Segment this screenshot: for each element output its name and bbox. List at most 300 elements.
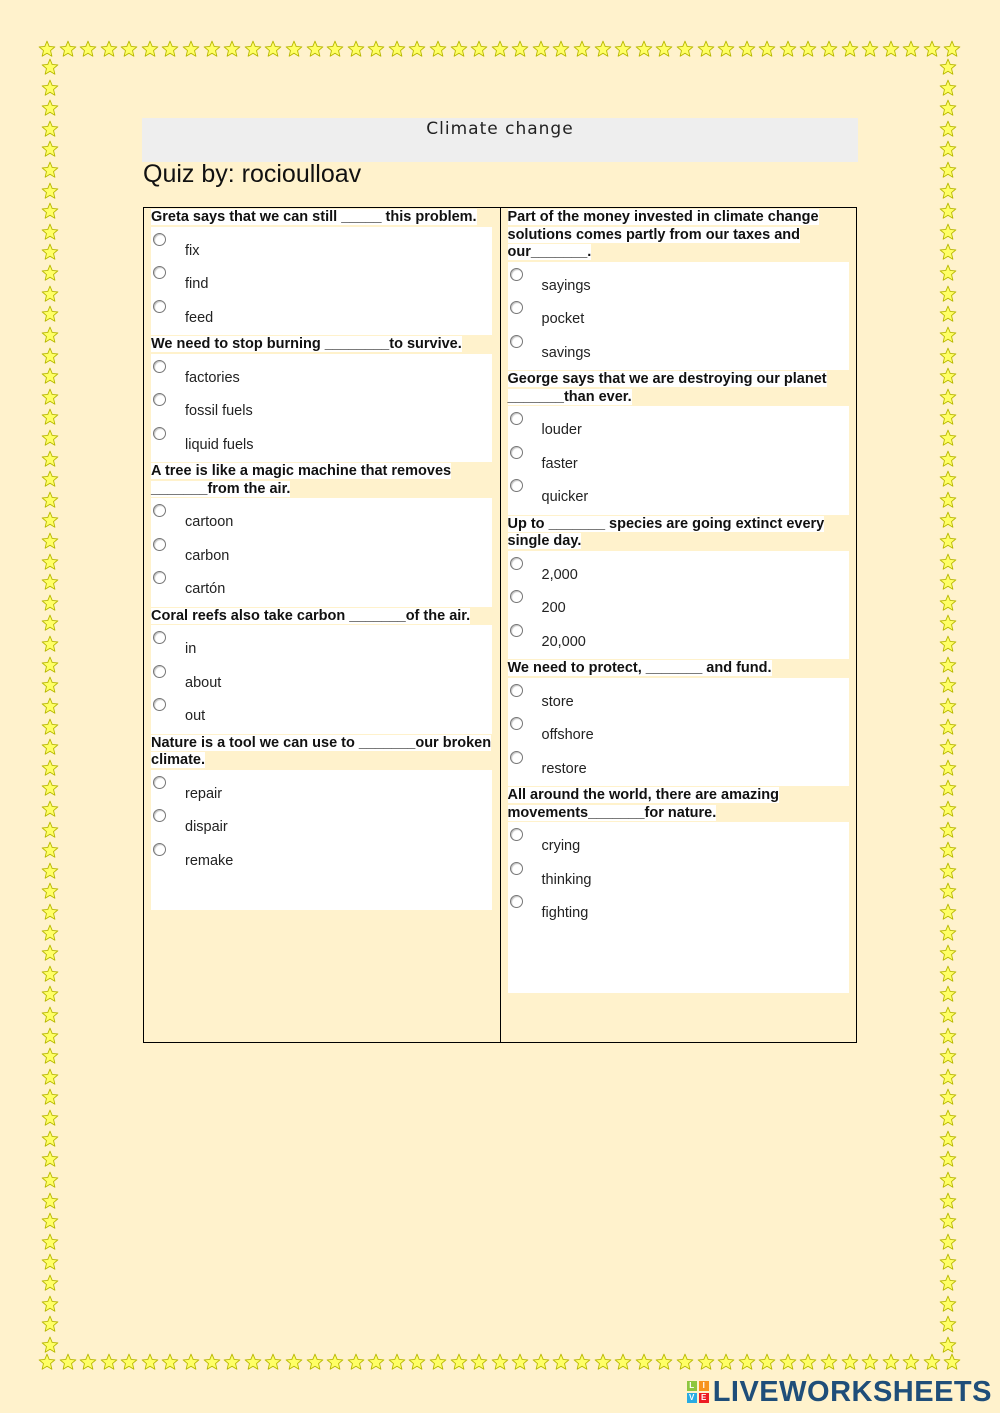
star-icon xyxy=(758,1353,776,1371)
star-icon xyxy=(41,944,59,962)
star-icon xyxy=(285,1353,303,1371)
star-icon xyxy=(532,40,550,58)
answer-option[interactable] xyxy=(508,682,849,716)
answer-options xyxy=(508,406,849,515)
star-icon xyxy=(902,1353,920,1371)
star-icon xyxy=(41,841,59,859)
star-icon xyxy=(120,1353,138,1371)
option-label[interactable]: restore xyxy=(541,760,587,777)
option-label[interactable]: offshore xyxy=(541,727,594,743)
question-block xyxy=(508,659,849,786)
answer-option[interactable] xyxy=(508,893,849,927)
radio-button[interactable] xyxy=(153,809,166,822)
star-icon xyxy=(676,1353,694,1371)
star-icon xyxy=(41,408,59,426)
star-icon xyxy=(614,40,632,58)
answer-option[interactable] xyxy=(151,502,492,536)
answer-options xyxy=(508,678,849,787)
star-icon xyxy=(738,1353,756,1371)
answer-option[interactable] xyxy=(151,231,492,265)
radio-button[interactable] xyxy=(510,335,523,348)
answer-option[interactable] xyxy=(151,774,492,808)
star-icon xyxy=(38,40,56,58)
star-icon xyxy=(939,470,957,488)
star-icon xyxy=(182,40,200,58)
radio-button[interactable] xyxy=(510,895,523,908)
radio-button[interactable] xyxy=(153,776,166,789)
question-label: A tree is like a magic machine that removes _______from the air. xyxy=(151,463,452,497)
option-label[interactable]: louder xyxy=(541,422,582,438)
option-label[interactable]: repair xyxy=(185,785,223,802)
star-icon xyxy=(939,759,957,777)
star-icon xyxy=(939,1192,957,1210)
star-icon xyxy=(100,40,118,58)
star-icon xyxy=(264,1353,282,1371)
star-icon xyxy=(939,388,957,406)
question-label: Part of the money invested in climate change solutions comes partly from our taxes and our_______. xyxy=(507,209,819,260)
radio-button[interactable] xyxy=(153,427,166,440)
left-column xyxy=(144,208,500,1042)
star-icon xyxy=(717,40,735,58)
radio-button[interactable] xyxy=(510,684,523,697)
star-icon xyxy=(939,161,957,179)
star-icon xyxy=(635,1353,653,1371)
star-icon xyxy=(939,635,957,653)
star-icon xyxy=(41,800,59,818)
star-icon xyxy=(923,1353,941,1371)
option-label[interactable]: liquid fuels xyxy=(185,436,254,453)
star-icon xyxy=(939,1315,957,1333)
star-icon xyxy=(41,532,59,550)
star-icon xyxy=(41,223,59,241)
option-label[interactable]: quicker xyxy=(541,489,589,505)
star-icon xyxy=(943,40,961,58)
star-icon xyxy=(939,1006,957,1024)
radio-button[interactable] xyxy=(153,233,166,246)
star-icon xyxy=(939,202,957,220)
star-icon xyxy=(779,1353,797,1371)
star-icon xyxy=(59,1353,77,1371)
star-icon xyxy=(939,821,957,839)
option-label[interactable]: fix xyxy=(185,242,200,259)
star-icon xyxy=(41,635,59,653)
star-icon xyxy=(939,882,957,900)
option-label[interactable]: cartón xyxy=(185,581,226,597)
star-icon xyxy=(573,1353,591,1371)
radio-button[interactable] xyxy=(510,479,523,492)
star-icon xyxy=(676,40,694,58)
question-block xyxy=(151,607,492,734)
radio-button[interactable] xyxy=(153,665,166,678)
radio-button[interactable] xyxy=(153,504,166,517)
star-icon xyxy=(861,1353,879,1371)
star-icon xyxy=(347,40,365,58)
star-icon xyxy=(41,1274,59,1292)
option-label[interactable]: find xyxy=(185,276,209,292)
star-icon xyxy=(203,1353,221,1371)
star-icon xyxy=(223,40,241,58)
answer-option[interactable] xyxy=(508,749,849,783)
star-icon xyxy=(41,1295,59,1313)
star-icon xyxy=(939,1027,957,1045)
answer-option[interactable] xyxy=(508,622,849,656)
star-icon xyxy=(939,614,957,632)
question-block xyxy=(151,208,492,335)
answer-options xyxy=(508,822,849,931)
star-icon xyxy=(141,40,159,58)
star-icon xyxy=(41,450,59,468)
star-icon xyxy=(939,140,957,158)
star-icon xyxy=(939,903,957,921)
right-column xyxy=(500,208,857,1042)
option-label[interactable]: store xyxy=(541,693,574,710)
star-icon xyxy=(41,697,59,715)
answer-option[interactable] xyxy=(508,299,849,333)
star-icon xyxy=(820,1353,838,1371)
radio-button[interactable] xyxy=(153,843,166,856)
question-text xyxy=(508,208,849,262)
star-icon xyxy=(41,656,59,674)
answer-option[interactable] xyxy=(151,358,492,392)
option-label[interactable]: about xyxy=(185,674,222,691)
radio-button[interactable] xyxy=(510,717,523,730)
answer-area-filler xyxy=(508,931,849,993)
star-icon xyxy=(41,614,59,632)
star-icon xyxy=(939,779,957,797)
star-icon xyxy=(41,367,59,385)
star-icon xyxy=(939,1253,957,1271)
question-text xyxy=(508,370,849,406)
star-icon xyxy=(697,40,715,58)
star-icon xyxy=(882,40,900,58)
star-icon xyxy=(41,429,59,447)
option-label[interactable]: pocket xyxy=(541,311,585,327)
star-icon xyxy=(717,1353,735,1371)
star-icon xyxy=(470,40,488,58)
radio-button[interactable] xyxy=(510,412,523,425)
star-icon xyxy=(939,1130,957,1148)
option-label[interactable]: in xyxy=(185,641,197,657)
star-icon xyxy=(779,40,797,58)
answer-option[interactable] xyxy=(508,477,849,511)
answer-option[interactable] xyxy=(151,264,492,298)
quiz-box xyxy=(143,207,857,1043)
star-icon xyxy=(41,1109,59,1127)
option-label[interactable]: 2,000 xyxy=(541,566,578,583)
star-icon xyxy=(41,1336,59,1354)
star-icon xyxy=(491,40,509,58)
question-label: Greta says that we can still _____ this problem. xyxy=(151,209,477,225)
option-label[interactable]: savings xyxy=(541,344,591,361)
star-icon xyxy=(388,40,406,58)
answer-option[interactable] xyxy=(151,663,492,697)
question-label: Nature is a tool we can use to _______our broken climate. xyxy=(151,734,492,768)
star-icon xyxy=(41,553,59,571)
star-icon xyxy=(939,58,957,76)
radio-button[interactable] xyxy=(153,393,166,406)
question-label: We need to stop burning ________to survive. xyxy=(151,336,462,352)
worksheet-title: Climate change xyxy=(142,118,858,162)
option-label[interactable]: thinking xyxy=(541,871,592,888)
radio-button[interactable] xyxy=(153,538,166,551)
answer-option[interactable] xyxy=(508,860,849,894)
option-label[interactable]: 20,000 xyxy=(541,633,586,650)
star-icon xyxy=(264,40,282,58)
star-icon xyxy=(939,594,957,612)
option-label[interactable]: cartoon xyxy=(185,514,234,530)
star-icon xyxy=(939,532,957,550)
star-icon xyxy=(388,1353,406,1371)
star-icon xyxy=(841,1353,859,1371)
star-icon xyxy=(450,40,468,58)
option-label[interactable]: fighting xyxy=(541,905,589,921)
star-icon xyxy=(939,408,957,426)
star-icon xyxy=(939,738,957,756)
star-icon xyxy=(758,40,776,58)
radio-button[interactable] xyxy=(153,360,166,373)
answer-option[interactable] xyxy=(508,410,849,444)
star-icon xyxy=(41,305,59,323)
answer-option[interactable] xyxy=(151,841,492,875)
question-text xyxy=(508,515,849,551)
answer-option[interactable] xyxy=(151,425,492,459)
star-icon xyxy=(41,1192,59,1210)
question-block xyxy=(151,462,492,607)
answer-options xyxy=(151,227,492,336)
star-icon xyxy=(429,1353,447,1371)
star-icon xyxy=(244,40,262,58)
star-icon xyxy=(655,1353,673,1371)
star-icon xyxy=(41,862,59,880)
question-block xyxy=(151,734,492,879)
star-icon xyxy=(38,1353,56,1371)
star-icon xyxy=(738,40,756,58)
star-icon xyxy=(923,40,941,58)
answer-options xyxy=(151,354,492,463)
answer-option[interactable] xyxy=(151,807,492,841)
star-icon xyxy=(41,1150,59,1168)
star-icon xyxy=(326,40,344,58)
star-icon xyxy=(41,161,59,179)
option-label[interactable]: faster xyxy=(541,455,578,472)
logo-icon-tile: E xyxy=(699,1393,709,1403)
star-icon xyxy=(41,821,59,839)
star-border-left xyxy=(39,58,61,1354)
answer-option[interactable] xyxy=(508,715,849,749)
star-icon xyxy=(161,40,179,58)
radio-button[interactable] xyxy=(510,557,523,570)
answer-options xyxy=(508,262,849,371)
logo-text: LIVEWORKSHEETS xyxy=(712,1375,992,1408)
star-icon xyxy=(939,99,957,117)
question-label: George says that we are destroying our planet _______than ever. xyxy=(507,371,827,405)
answer-option[interactable] xyxy=(151,536,492,570)
star-icon xyxy=(429,40,447,58)
star-icon xyxy=(141,1353,159,1371)
logo-icon-tile: V xyxy=(687,1393,697,1403)
radio-button[interactable] xyxy=(510,268,523,281)
option-label[interactable]: dispair xyxy=(185,819,228,835)
star-icon xyxy=(939,1047,957,1065)
star-icon xyxy=(939,965,957,983)
star-icon xyxy=(367,1353,385,1371)
star-icon xyxy=(939,553,957,571)
answer-option[interactable] xyxy=(508,555,849,589)
star-icon xyxy=(939,1109,957,1127)
star-icon xyxy=(939,676,957,694)
question-block xyxy=(508,370,849,515)
star-icon xyxy=(939,1295,957,1313)
star-border-top xyxy=(38,38,962,60)
star-icon xyxy=(41,470,59,488)
star-icon xyxy=(697,1353,715,1371)
answer-options xyxy=(151,498,492,607)
star-icon xyxy=(367,40,385,58)
radio-button[interactable] xyxy=(153,266,166,279)
star-border-bottom xyxy=(38,1351,962,1373)
star-icon xyxy=(41,718,59,736)
radio-button[interactable] xyxy=(153,300,166,313)
radio-button[interactable] xyxy=(153,631,166,644)
question-label: Up to _______ species are going extinct every single day. xyxy=(507,515,825,549)
star-icon xyxy=(41,676,59,694)
answer-options xyxy=(151,770,492,879)
answer-option[interactable] xyxy=(508,444,849,478)
question-text xyxy=(151,208,492,227)
star-icon xyxy=(939,347,957,365)
question-text xyxy=(151,462,492,498)
option-label[interactable]: fossil fuels xyxy=(185,403,253,419)
option-label[interactable]: 200 xyxy=(541,600,566,616)
star-icon xyxy=(41,58,59,76)
star-icon xyxy=(41,924,59,942)
answer-option[interactable] xyxy=(151,696,492,730)
star-icon xyxy=(939,841,957,859)
star-icon xyxy=(41,1088,59,1106)
star-icon xyxy=(939,223,957,241)
star-icon xyxy=(939,264,957,282)
radio-button[interactable] xyxy=(510,624,523,637)
star-icon xyxy=(939,1274,957,1292)
star-icon xyxy=(41,79,59,97)
star-icon xyxy=(939,862,957,880)
star-icon xyxy=(59,40,77,58)
star-icon xyxy=(41,326,59,344)
star-icon xyxy=(939,120,957,138)
star-icon xyxy=(594,1353,612,1371)
radio-button[interactable] xyxy=(510,301,523,314)
star-icon xyxy=(41,264,59,282)
radio-button[interactable] xyxy=(510,751,523,764)
answer-options xyxy=(151,625,492,734)
star-icon xyxy=(41,985,59,1003)
answer-option[interactable] xyxy=(508,588,849,622)
star-icon xyxy=(491,1353,509,1371)
star-icon xyxy=(41,182,59,200)
star-icon xyxy=(41,738,59,756)
radio-button[interactable] xyxy=(153,698,166,711)
radio-button[interactable] xyxy=(510,590,523,603)
star-icon xyxy=(939,1150,957,1168)
question-text xyxy=(151,734,492,770)
logo-icon xyxy=(687,1381,709,1403)
star-icon xyxy=(182,1353,200,1371)
answer-option[interactable] xyxy=(151,298,492,332)
star-icon xyxy=(41,285,59,303)
star-icon xyxy=(902,40,920,58)
star-icon xyxy=(41,1212,59,1230)
star-icon xyxy=(41,388,59,406)
radio-button[interactable] xyxy=(153,571,166,584)
star-icon xyxy=(79,1353,97,1371)
answer-option[interactable] xyxy=(508,333,849,367)
star-icon xyxy=(285,40,303,58)
answer-option[interactable] xyxy=(151,391,492,425)
star-icon xyxy=(939,944,957,962)
star-icon xyxy=(41,120,59,138)
logo-icon-tile: L xyxy=(687,1381,697,1391)
question-label: All around the world, there are amazing movements_______for nature. xyxy=(507,787,780,821)
option-label[interactable]: factories xyxy=(185,369,240,386)
option-label[interactable]: remake xyxy=(185,852,234,869)
star-icon xyxy=(41,1047,59,1065)
star-icon xyxy=(203,40,221,58)
option-label[interactable]: out xyxy=(185,708,206,724)
star-icon xyxy=(79,40,97,58)
star-icon xyxy=(41,779,59,797)
answer-option[interactable] xyxy=(508,826,849,860)
star-icon xyxy=(939,656,957,674)
star-icon xyxy=(408,1353,426,1371)
star-icon xyxy=(943,1353,961,1371)
answer-area-filler xyxy=(151,878,492,910)
question-label: Coral reefs also take carbon _______of the air. xyxy=(151,607,471,624)
radio-button[interactable] xyxy=(510,446,523,459)
answer-option[interactable] xyxy=(151,629,492,663)
star-icon xyxy=(223,1353,241,1371)
star-icon xyxy=(161,1353,179,1371)
star-icon xyxy=(939,305,957,323)
star-icon xyxy=(552,40,570,58)
star-icon xyxy=(41,573,59,591)
star-icon xyxy=(939,1171,957,1189)
star-icon xyxy=(799,40,817,58)
star-icon xyxy=(511,1353,529,1371)
option-label[interactable]: sayings xyxy=(541,277,591,294)
star-icon xyxy=(573,40,591,58)
star-icon xyxy=(939,1233,957,1251)
option-label[interactable]: feed xyxy=(185,309,214,326)
radio-button[interactable] xyxy=(510,862,523,875)
star-icon xyxy=(655,40,673,58)
star-icon xyxy=(511,40,529,58)
answer-option[interactable] xyxy=(151,569,492,603)
star-icon xyxy=(41,243,59,261)
star-icon xyxy=(41,594,59,612)
option-label[interactable]: carbon xyxy=(185,547,230,564)
star-icon xyxy=(41,1006,59,1024)
star-icon xyxy=(939,718,957,736)
question-block xyxy=(508,786,849,931)
option-label[interactable]: crying xyxy=(541,838,581,854)
star-icon xyxy=(939,367,957,385)
star-icon xyxy=(41,99,59,117)
star-icon xyxy=(41,347,59,365)
radio-button[interactable] xyxy=(510,828,523,841)
answer-options xyxy=(508,551,849,660)
answer-option[interactable] xyxy=(508,266,849,300)
star-icon xyxy=(41,1253,59,1271)
